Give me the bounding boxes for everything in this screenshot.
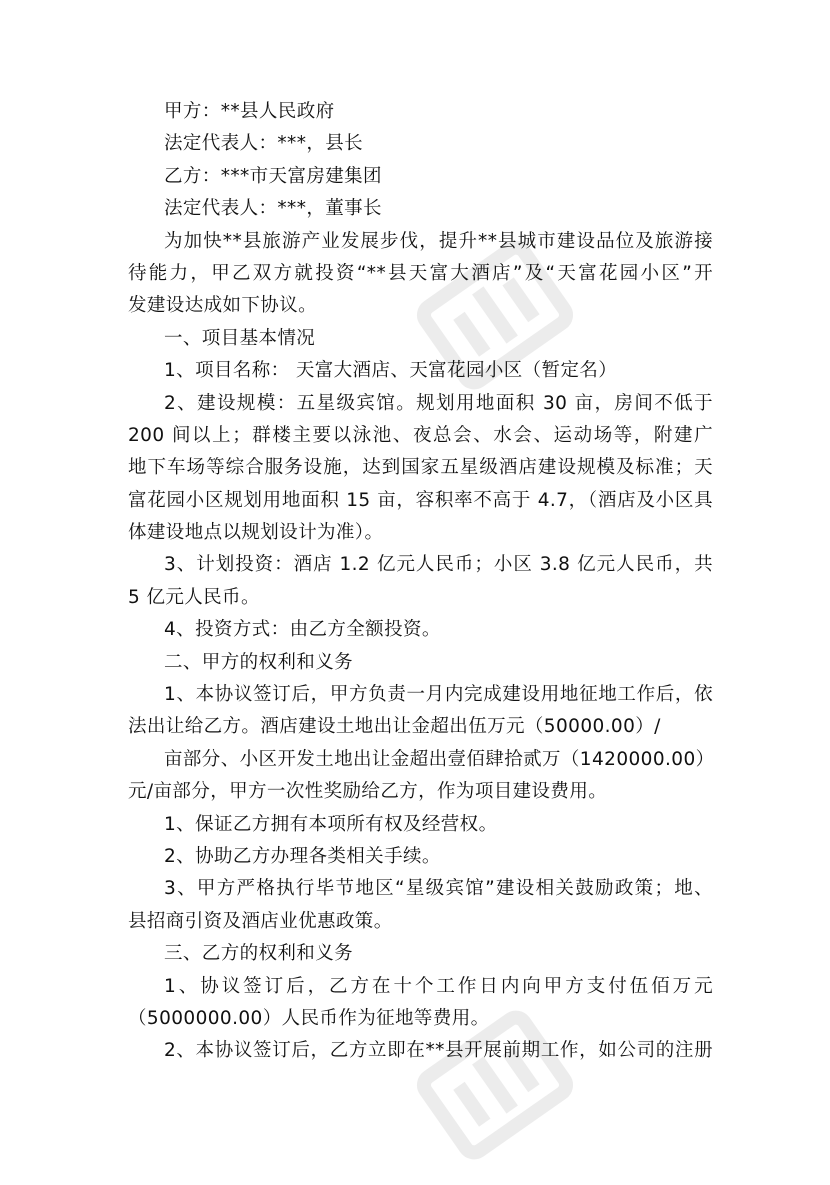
paragraph-line: 县招商引资及酒店业优惠政策。 xyxy=(128,910,393,932)
paragraph-line: 3、计划投资：酒店 1.2 亿元人民币；小区 3.8 亿元人民币，共 xyxy=(164,554,713,576)
paragraph-line: 1、本协议签订后，甲方负责一月内完成建设用地征地工作后，依 xyxy=(164,684,713,706)
paragraph-line: 发建设达成如下协议。 xyxy=(128,295,318,317)
paragraph-line: 2、建设规模：五星级宾馆。规划用地面积 30 亩，房间不低于 xyxy=(164,392,713,414)
party-a-representative: 法定代表人：***，县长 xyxy=(164,133,364,155)
paragraph-line: 亩部分、小区开发土地出让金超出壹佰肆拾贰万（1420000.00） xyxy=(164,748,715,770)
section-heading: 一、项目基本情况 xyxy=(164,327,316,349)
paragraph-line: 3、甲方严格执行毕节地区“星级宾馆”建设相关鼓励政策；地、 xyxy=(164,878,713,900)
paragraph-line: 1、项目名称： 天富大酒店、天富花园小区（暂定名） xyxy=(164,360,618,382)
agreement-body xyxy=(128,96,713,1068)
paragraph-line: 2、协助乙方办理各类相关手续。 xyxy=(164,845,441,867)
paragraph-line: 地下车场等综合服务设施，达到国家五星级酒店建设规模及标准；天 xyxy=(128,457,713,479)
paragraph-line: 200 间以上；群楼主要以泳池、夜总会、水会、运动场等，附建广 xyxy=(128,424,713,446)
paragraph-line: 2、本协议签订后，乙方立即在**县开展前期工作，如公司的注册 xyxy=(164,1040,713,1062)
paragraph-line: （5000000.00）人民币作为征地等费用。 xyxy=(128,1007,490,1029)
paragraph-line: 法出让给乙方。酒店建设土地出让金超出伍万元（50000.00）/ xyxy=(128,716,661,738)
section-heading: 三、乙方的权利和义务 xyxy=(164,943,354,965)
paragraph-line: 待能力，甲乙双方就投资“**县天富大酒店”及“天富花园小区”开 xyxy=(128,262,713,284)
party-b-representative: 法定代表人：***，董事长 xyxy=(164,198,382,220)
paragraph-line: 元/亩部分，甲方一次性奖励给乙方，作为项目建设费用。 xyxy=(128,781,608,803)
paragraph-line: 5 亿元人民币。 xyxy=(128,586,260,608)
paragraph-line: 4、投资方式：由乙方全额投资。 xyxy=(164,619,441,641)
party-a-line: 甲方：**县人民政府 xyxy=(164,101,335,122)
section-heading: 二、甲方的权利和义务 xyxy=(164,651,354,673)
paragraph-line: 1、协议签订后，乙方在十个工作日内向甲方支付伍佰万元 xyxy=(164,975,713,997)
party-b-line: 乙方：***市天富房建集团 xyxy=(164,165,382,187)
paragraph-line: 1、保证乙方拥有本项所有权及经营权。 xyxy=(164,813,498,835)
paragraph-line: 体建设地点以规划设计为准）。 xyxy=(128,522,384,544)
paragraph-line: 富花园小区规划用地面积 15 亩，容积率不高于 4.7，（酒店及小区具 xyxy=(128,489,713,511)
paragraph-line: 为加快**县旅游产业发展步伐，提升**县城市建设品位及旅游接 xyxy=(164,230,713,252)
